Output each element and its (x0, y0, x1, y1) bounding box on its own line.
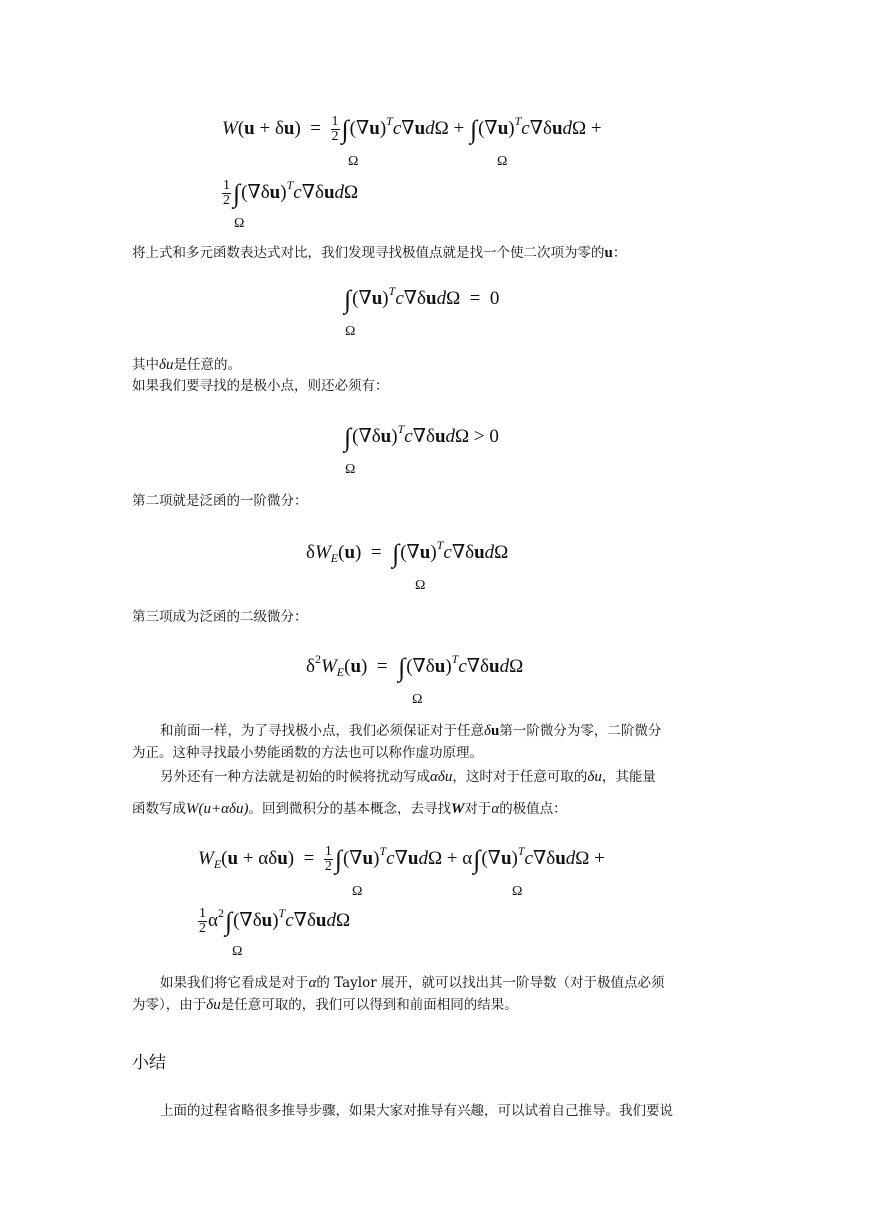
paragraph-10-b: 是任意可取的，我们可以得到和前面相同的结果。 (220, 997, 518, 1013)
paragraph-4-text: 第二项就是泛函的一阶微分： (132, 493, 308, 509)
equation-4: $\delta W_E(u) = \int(\nabla u)^Tc\nabla\delta ud\Omega$ Ω (306, 538, 509, 593)
paragraph-8-var-2: W (450, 801, 465, 817)
paragraph-9 (160, 974, 665, 992)
paragraph-8-var-1: W(u+αδu) (186, 801, 249, 817)
paragraph-7-b: ，这时对于任意可取的 (452, 769, 588, 785)
paragraph-1-end: ： (612, 245, 627, 261)
paragraph-9-a: 如果我们将它看成是对于 (160, 975, 309, 991)
paragraph-8 (132, 800, 567, 818)
paragraph-2-post: 是任意的。 (173, 357, 241, 373)
paragraph-8-a: 函数写成 (132, 801, 186, 817)
paragraph-6-line-1 (160, 722, 661, 740)
paragraph-8-var-3: α (491, 801, 500, 817)
equation-3: $\int(\nabla\delta u)^Tc\nabla\delta ud\Omega > 0$ Ω (344, 422, 499, 477)
paragraph-9-var: α (308, 975, 317, 991)
paragraph-7-c: ，其能量 (601, 769, 656, 785)
paragraph-6-line-2 (132, 744, 483, 762)
paragraph-2-var: δu (159, 357, 174, 373)
paragraph-10-a: 为零），由于 (132, 997, 207, 1013)
paragraph-7 (160, 768, 656, 786)
equation-6: $W_E(u + \alpha\delta u)$ = $\frac{1}{2}$ $\int(\nabla u)^Tc\nabla ud\Omega + \alpha\int(\nabla u)^Tc\nabla\delta ud\Omega$ + Ω Ω $\frac{1}{2}$ $\alpha^2\int(\nabla\delta u)^Tc\nabla\delta ud\Omega$ Ω (198, 844, 605, 959)
paragraph-1 (132, 244, 626, 262)
equation-5: $\delta^2W_E(u) = \int(\nabla\delta u)^Tc\nabla\delta ud\Omega$ Ω (306, 652, 524, 707)
paragraph-7-a: 另外还有一种方法就是初始的时候将扰动写成 (160, 769, 430, 785)
paragraph-5 (132, 608, 308, 626)
paragraph-8-d: 的极值点： (499, 801, 567, 817)
paragraph-7-var-2: δu (587, 769, 602, 785)
equation-2: $\int(\nabla u)^Tc\nabla\delta ud\Omega = 0$ Ω (344, 284, 500, 339)
paragraph-1-var: u (604, 245, 613, 261)
paragraph-10 (132, 996, 518, 1014)
paragraph-10-var: δu (206, 997, 221, 1013)
paragraph-6-b: 第一阶微分为零，二阶微分 (499, 723, 662, 739)
paragraph-6-a: 和前面一样，为了寻找极小点，我们必须保证对于任意 (160, 723, 484, 739)
section-heading: 小结 (132, 1053, 166, 1073)
paragraph-6-c: 为正。这种寻找最小势能函数的方法也可以称作虚功原理。 (132, 745, 483, 761)
paragraph-8-c: 对于 (464, 801, 492, 817)
paragraph-2-pre: 其中 (132, 357, 159, 373)
paragraph-3 (132, 377, 389, 395)
paragraph-11-text: 上面的过程省略很多推导步骤，如果大家对推导有兴趣，可以试着自己推导。我们要说 (160, 1103, 673, 1119)
paragraph-7-var-1: αδu (430, 769, 453, 785)
paragraph-1-text: 将上式和多元函数表达式对比，我们发现寻找极值点就是找一个使二次项为零的 (132, 245, 605, 261)
paragraph-6-var: δu (484, 723, 500, 739)
paragraph-9-b: 的 Taylor 展开，就可以找出其一阶导数（对于极值点必须 (316, 975, 665, 991)
paragraph-5-text: 第三项成为泛函的二级微分： (132, 609, 308, 625)
paragraph-2 (132, 356, 241, 374)
paragraph-3-text: 如果我们要寻找的是极小点，则还必须有： (132, 378, 389, 394)
paragraph-11 (160, 1102, 673, 1120)
paragraph-4 (132, 492, 308, 510)
equation-1: W(u + δu) = $\frac{1}{2}$ $\int(\nabla u)^Tc\nabla ud\Omega + \int(\nabla u)^Tc\nabla\delta ud\Omega$ + Ω Ω $\frac{1}{2}$ $\int(\nabla\delta u)^Tc\nabla\delta ud\Omega$ Ω (222, 114, 602, 231)
paragraph-8-b: 。回到微积分的基本概念，去寻找 (248, 801, 451, 817)
